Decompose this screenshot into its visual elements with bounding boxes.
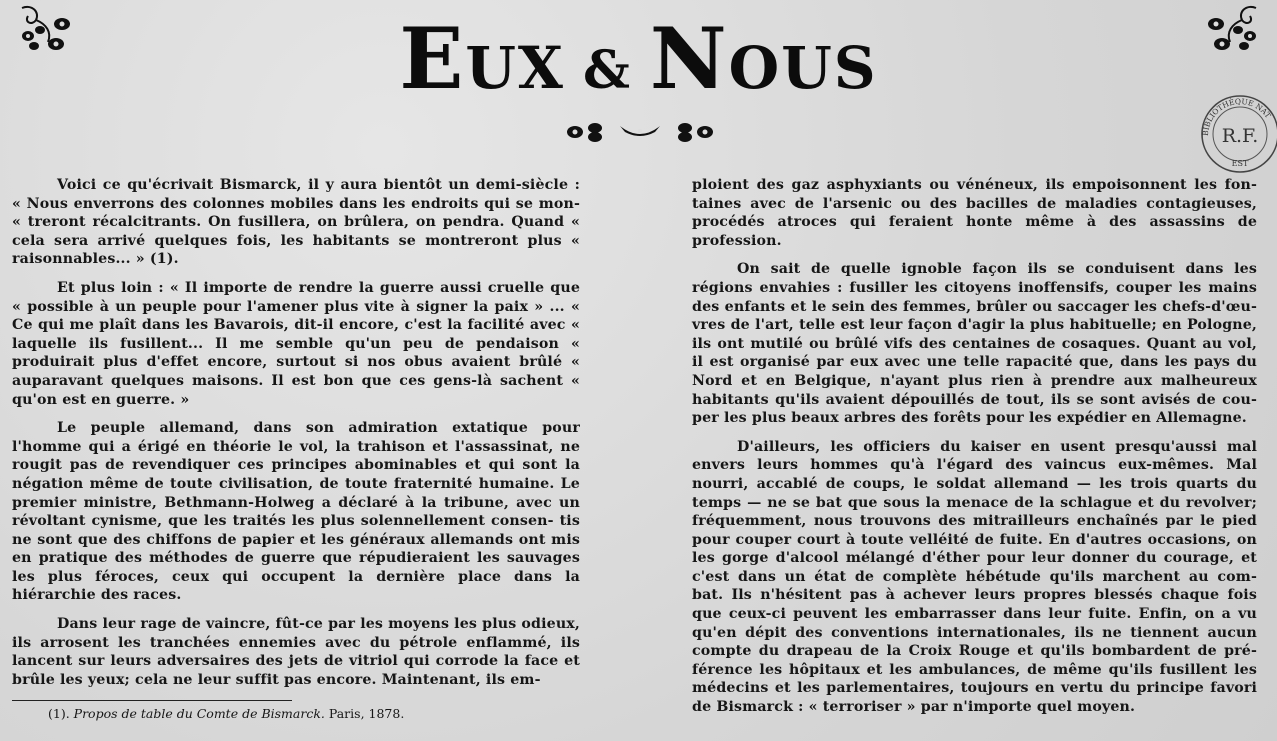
paragraph: ploient des gaz asphyxiants ou vénéneux, ils empoisonnent les fon- taines avec de l'arsenic ou des bacilles de maladies contagieuses, procédés atroces qui feraient honte même à des assassins de profession. <box>692 177 1257 249</box>
title-initial-n: N <box>649 9 729 108</box>
library-stamp <box>1198 92 1277 174</box>
stamp-bottom-text: EST <box>1231 159 1249 168</box>
page-title <box>0 4 1277 126</box>
paragraph: Le peuple allemand, dans son admiration extatique pour l'homme qui a érigé en théorie le vol, la trahison et l'assassinat, ne rougit pas de revendiquer ces principes abominables et qui sont la négation même de toute civilisation, de toute fraternité humaine. Le premier ministre, Bethmann-Holweg a déclaré à la tribune, avec un révoltant cynisme, que les traités les plus solennellement consen- tis ne sont que des chiffons de papier et les généraux allemands ont mis en pratique des méthodes de guerre que répudieraient les sauvages les plus féroces, ceux qui occupent la dernière place dans la hiérarchie des races. <box>12 420 580 604</box>
right-column <box>692 176 1257 717</box>
left-column <box>12 176 580 689</box>
footnote-place-year: Paris, 1878. <box>328 706 405 721</box>
title-ampersand: & <box>582 40 632 101</box>
paragraph: On sait de quelle ignoble façon ils se conduisent dans les régions envahies : fusiller les citoyens inoffensifs, couper les mains des enfants et le sein des femmes, brûler ou saccager les chefs-d'œu- vres de l'art, telle est leur façon d'agir la plus habituelle; en Pologne, ils ont mutilé ou brûlé vifs des centaines de cosaques. Quant au vol, il est organisé par eux avec une telle rapacité que, dans les pays du Nord et en Belgique, n'ayant plus rien à prendre aux malheureux habitants qu'ils avaient dépouillés de tout, ils se sont avisés de cou- per les plus beaux arbres des forêts pour les expédier en Allemagne. <box>692 261 1257 427</box>
title-initial-e: E <box>399 9 466 108</box>
paragraph: D'ailleurs, les officiers du kaiser en usent presqu'aussi mal envers leurs hommes qu'à l'égard des vaincus eux-mêmes. Mal nourri, accablé de coups, le soldat allemand — les trois quarts du temps — ne se bat que sous la menace de la schlague et du revolver; fréquemment, nous trouvons des mitrailleurs enchaînés par le pied pour couper court à toute velléité de fuite. En d'autres occasions, on les gorge d'alcool mélangé d'éther pour leur donner du courage, et c'est dans un état de complète hébétude qu'ils marchent au com- bat. Ils n'hésitent pas à achever leurs propres blessés chaque fois que ceux-ci peuvent les embarrasser dans leur fuite. Enfin, on a vu qu'en dépit des conventions internationales, ils ne tiennent aucun compte du drapeau de la Croix Rouge et qu'ils bombardent de pré- férence les hôpitaux et les ambulances, de même qu'ils fusillent les médecins et les parlementaires, toujours en vertu du principe favori de Bismarck : « terroriser » par n'importe quel moyen. <box>692 438 1257 716</box>
footnote-number: (1). <box>48 706 70 721</box>
footnote-divider <box>12 700 292 701</box>
title-word-nous: OUS <box>728 34 878 102</box>
paragraph: Voici ce qu'écrivait Bismarck, il y aura bientôt un demi-siècle : « Nous enverrons des colonnes mobiles dans les endroits qui se mon- « treront récalcitrants. On fusillera, on brûlera, on pendra. Quand « cela sera arrivé quelques fois, les habitants se montreront plus « raisonnables... » (1). <box>12 177 580 268</box>
paragraph: Et plus loin : « Il importe de rendre la guerre aussi cruelle que « possible à un peuple pour l'amener plus vite à signer la paix » ... « Ce qui me plaît dans les Bavarois, dit-il encore, c'est la facilité avec « laquelle ils fusillent... Il me semble qu'un peu de pendaison « produirait plus d'effet encore, surtout si nos obus avaient brûlé « auparavant quelques maisons. Il est bon que ces gens-là sachent « qu'on est en guerre. » <box>12 279 580 408</box>
floral-band-icon <box>565 120 715 144</box>
paragraph: Dans leur rage de vaincre, fût-ce par les moyens les plus odieux, ils arrosent les tranchées ennemies avec du pétrole enflammé, ils lancent sur leurs adversaires des jets de vitriol qui corrode la face et brûle les yeux; cela ne leur suffit pas encore. Maintenant, ils em- <box>12 616 580 688</box>
stamp-ring-text: BIBLIOTHÈQUE NAT <box>1200 96 1273 137</box>
footnote <box>48 706 404 721</box>
stamp-center-text: R.F. <box>1221 125 1259 147</box>
footnote-title: Propos de table du Comte de Bismarck. <box>73 706 325 721</box>
title-word-eux: UX <box>465 34 565 102</box>
